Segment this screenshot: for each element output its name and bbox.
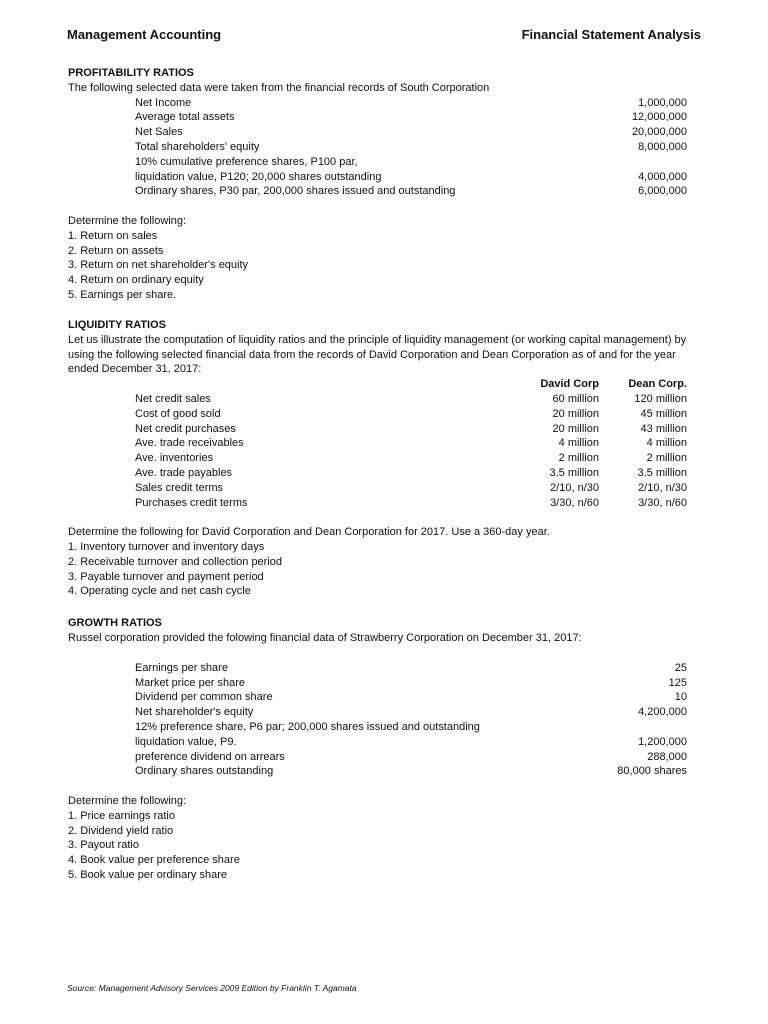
growth-determine: Determine the following: [68, 794, 187, 807]
list-item: 3. Payout ratio [68, 839, 139, 852]
row-label: Net credit sales [135, 392, 211, 405]
table-row [68, 392, 708, 407]
row-value-david: 3.5 million [549, 466, 599, 479]
row-value: 288,000 [647, 750, 687, 763]
list-item: 2. Receivable turnover and collection period [68, 555, 283, 568]
row-value-dean: 2 million [646, 452, 687, 465]
table-row [68, 690, 708, 705]
row-value-david: 3/30, n/60 [550, 496, 599, 509]
profitability-intro: The following selected data were taken from the financial records of South Corporation [68, 81, 490, 94]
table-row [68, 436, 708, 451]
profitability-title: PROFITABILITY RATIOS [68, 67, 194, 79]
list-item: 2. Dividend yield ratio [68, 824, 174, 837]
table-row [68, 661, 708, 676]
table-row [68, 676, 708, 691]
row-label: Cost of good sold [135, 407, 221, 420]
row-label: Net shareholder's equity [135, 706, 254, 719]
table-row [68, 764, 708, 779]
table-row [68, 110, 708, 125]
header-left: Management Accounting [67, 27, 222, 42]
table-row [68, 125, 708, 140]
row-label: Net Sales [135, 126, 183, 139]
row-label: liquidation value, P120; 20,000 shares outstanding [135, 170, 382, 183]
table-row [68, 155, 708, 170]
row-label: Purchases credit terms [135, 496, 248, 509]
table-row [68, 422, 708, 437]
table-row [68, 481, 708, 496]
row-label: Earnings per share [135, 661, 228, 674]
column-header-dean: Dean Corp. [628, 378, 687, 391]
row-value-dean: 45 million [640, 407, 687, 420]
list-item: 3. Return on net shareholder's equity [68, 259, 249, 272]
row-value-dean: 120 million [634, 392, 687, 405]
row-label: 12% preference share, P6 par; 200,000 shares issued and outstanding [135, 720, 480, 733]
row-value: 10 [674, 691, 687, 704]
source-footer: Source: Management Advisory Services 2009 Edition by Franklin T. Agamata [67, 983, 357, 993]
row-value-dean: 4 million [646, 437, 687, 450]
liquidity-title: LIQUIDITY RATIOS [68, 319, 166, 331]
row-value-david: 4 million [558, 437, 599, 450]
table-row [68, 407, 708, 422]
list-item: 5. Book value per ordinary share [68, 868, 227, 881]
row-value-dean: 2/10, n/30 [638, 481, 687, 494]
table-row [68, 170, 708, 185]
row-value-david: 60 million [552, 392, 599, 405]
growth-section [68, 616, 708, 883]
header-right: Financial Statement Analysis [521, 27, 701, 42]
row-label: Total shareholders' equity [135, 140, 260, 153]
profitability-section [68, 66, 708, 303]
liquidity-determine: Determine the following for David Corporation and Dean Corporation for 2017. Use a 360-day year. [68, 526, 550, 539]
row-label: preference dividend on arrears [135, 750, 285, 763]
row-label: liquidation value, P9. [135, 735, 237, 748]
row-label: Net credit purchases [135, 422, 236, 435]
table-row [68, 96, 708, 111]
row-value: 6,000,000 [638, 185, 687, 198]
list-item: 4. Book value per preference share [68, 854, 240, 867]
row-value-dean: 43 million [640, 422, 687, 435]
row-value: 12,000,000 [631, 111, 687, 124]
list-item: 3. Payable turnover and payment period [68, 570, 264, 583]
list-item: 1. Return on sales [68, 229, 158, 242]
table-row [68, 184, 708, 199]
row-label: Ave. trade payables [135, 466, 233, 479]
list-item: 4. Return on ordinary equity [68, 274, 204, 287]
profitability-determine: Determine the following: [68, 214, 187, 227]
table-row [68, 496, 708, 511]
list-item: 1. Price earnings ratio [68, 809, 175, 822]
table-header-row [68, 377, 708, 392]
row-value-david: 2 million [558, 452, 599, 465]
row-label: 10% cumulative preference shares, P100 par, [135, 155, 358, 168]
table-row [68, 705, 708, 720]
table-row [68, 466, 708, 481]
row-value: 1,000,000 [638, 96, 687, 109]
list-item: 5. Earnings per share. [68, 288, 177, 301]
row-value-david: 20 million [552, 407, 599, 420]
table-row [68, 140, 708, 155]
row-value: 4,200,000 [638, 706, 687, 719]
table-row [68, 735, 708, 750]
growth-intro: Russel corporation provided the folowing financial data of Strawberry Corporation on December 31, 2017: [68, 631, 582, 644]
table-row [68, 451, 708, 466]
row-value: 125 [668, 676, 687, 689]
row-value: 25 [674, 661, 687, 674]
liquidity-intro: Let us illustrate the computation of liquidity ratios and the principle of liquidity management (or working capital management) by using the following selected financial data from the records of David Corporation and Dean Corporation as of and for the year ended December 31, 2017: [68, 333, 687, 376]
row-value: 80,000 shares [617, 765, 687, 778]
row-label: Ordinary shares, P30 par, 200,000 shares issued and outstanding [135, 185, 456, 198]
column-header-david: David Corp [540, 378, 599, 391]
row-label: Net Income [135, 96, 192, 109]
row-label: Market price per share [135, 676, 246, 689]
row-label: Dividend per common share [135, 691, 273, 704]
row-value-david: 20 million [552, 422, 599, 435]
list-item: 4. Operating cycle and net cash cycle [68, 585, 251, 598]
row-label: Sales credit terms [135, 481, 224, 494]
liquidity-section [68, 318, 708, 599]
row-value: 4,000,000 [638, 170, 687, 183]
growth-title: GROWTH RATIOS [68, 617, 162, 629]
table-row [68, 750, 708, 765]
row-value: 8,000,000 [638, 140, 687, 153]
row-value-dean: 3.5 million [637, 466, 687, 479]
row-value-dean: 3/30, n/60 [638, 496, 687, 509]
row-label: Ordinary shares outstanding [135, 765, 274, 778]
list-item: 1. Inventory turnover and inventory days [68, 540, 265, 553]
row-label: Ave. trade receivables [135, 437, 244, 450]
row-label: Ave. inventories [135, 452, 214, 465]
row-value-david: 2/10, n/30 [550, 481, 599, 494]
list-item: 2. Return on assets [68, 244, 164, 257]
table-row [68, 720, 708, 735]
row-value: 1,200,000 [638, 735, 687, 748]
row-label: Average total assets [135, 111, 235, 124]
row-value: 20,000,000 [631, 126, 687, 139]
